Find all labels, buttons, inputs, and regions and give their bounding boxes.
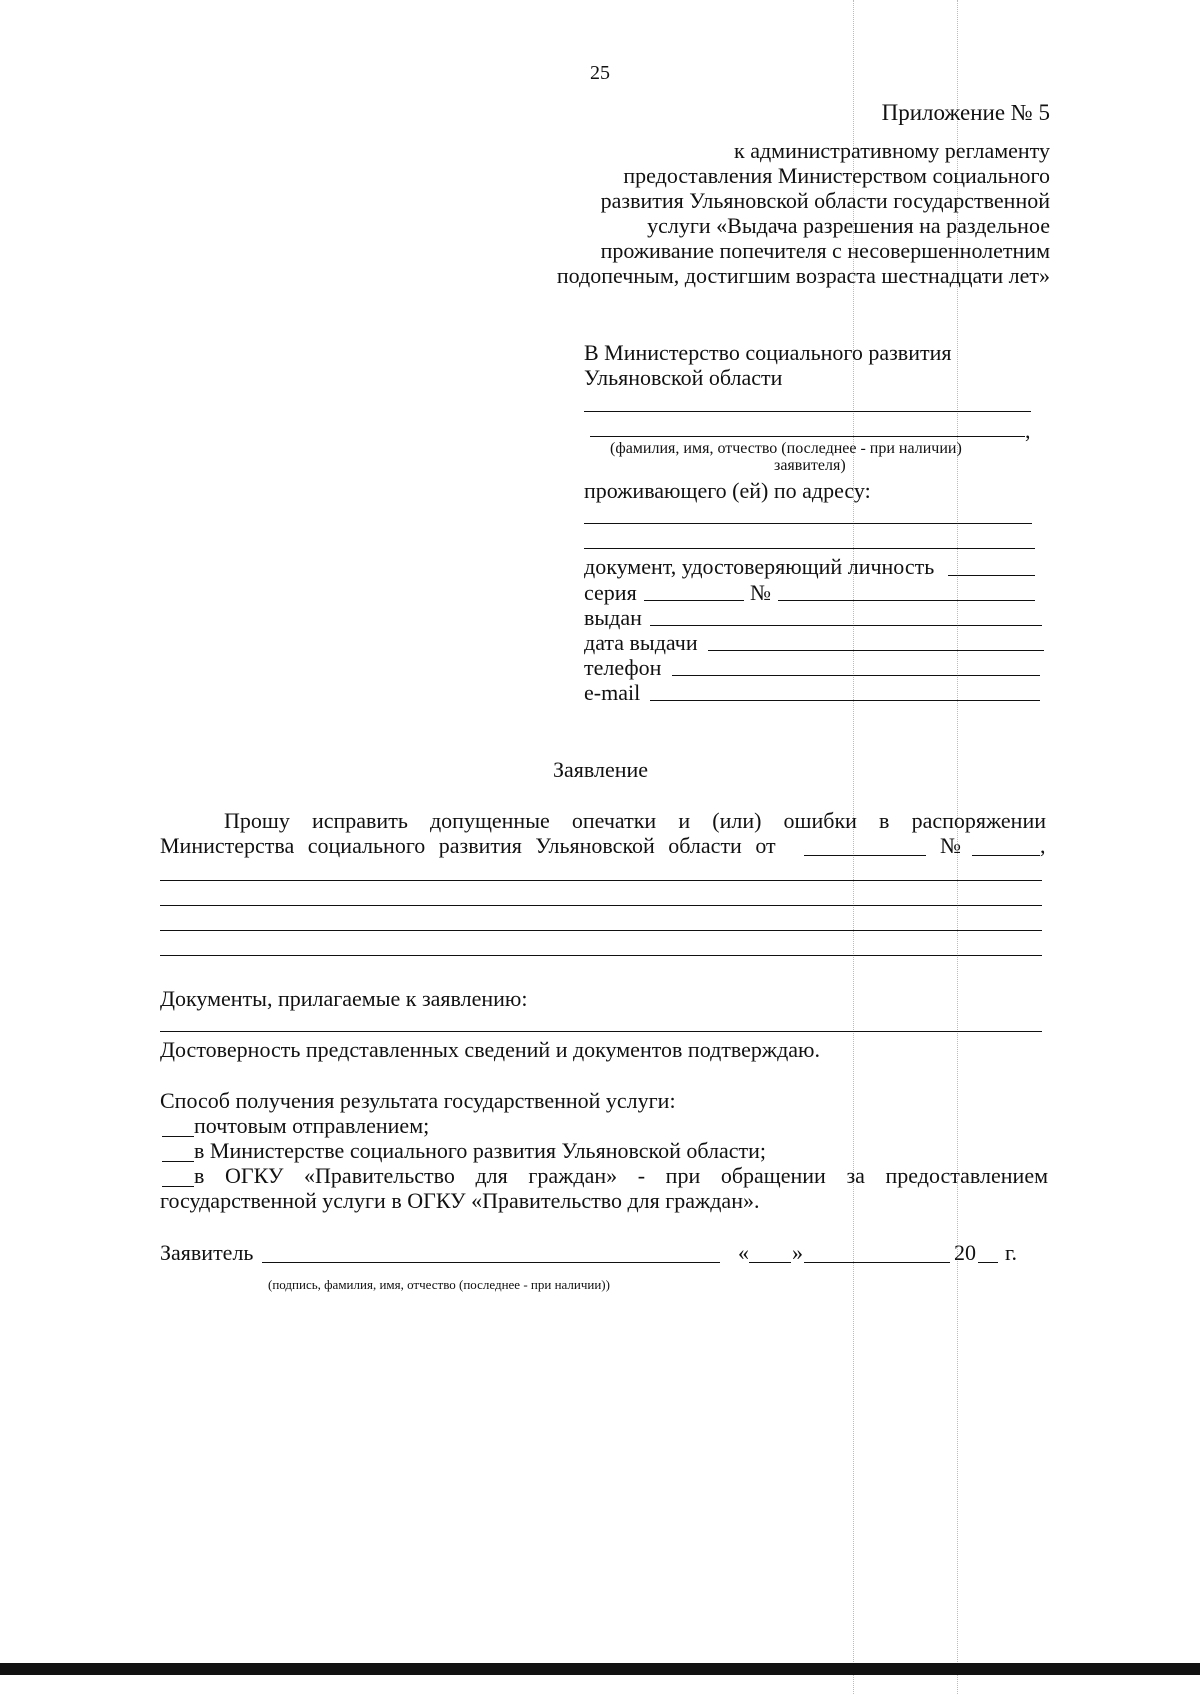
phone-label: телефон: [584, 655, 662, 680]
date-year-suffix: г.: [1005, 1240, 1018, 1265]
issue-date-field-line[interactable]: [708, 650, 1044, 651]
number-label: №: [750, 580, 771, 605]
fio-field-line[interactable]: [584, 411, 1031, 412]
email-label: e-mail: [584, 680, 641, 705]
appendix-line: развития Ульяновской области государственной: [600, 188, 1050, 213]
scan-bottom-border: [0, 1663, 1200, 1675]
delivery-option-ministry: в Министерстве социального развития Ульяновской области;: [194, 1138, 766, 1163]
date-year-prefix: 20: [954, 1240, 976, 1265]
confirmation-text: Достоверность представленных сведений и документов подтверждаю.: [160, 1037, 820, 1062]
order-number-label: №: [940, 833, 961, 858]
delivery-option-ogku-cont: государственной услуги в ОГКУ «Правительство для граждан».: [160, 1188, 760, 1213]
date-year-field-line[interactable]: [978, 1262, 998, 1263]
series-field-line[interactable]: [644, 600, 744, 601]
fio-hint: (фамилия, имя, отчество (последнее - при наличии): [610, 440, 962, 457]
id-doc-label: документ, удостоверяющий личность: [584, 554, 935, 579]
date-day-field-line[interactable]: [749, 1262, 791, 1263]
issued-field-line[interactable]: [650, 625, 1042, 626]
signature-hint: (подпись, фамилия, имя, отчество (последнее - при наличии)): [268, 1277, 610, 1292]
order-number-field-line[interactable]: [972, 855, 1040, 856]
email-field-line[interactable]: [650, 700, 1040, 701]
statement-field-line[interactable]: [160, 930, 1042, 931]
appendix-line: подопечным, достигшим возраста шестнадцати лет»: [556, 263, 1050, 288]
series-label: серия: [584, 580, 637, 605]
statement-field-line[interactable]: [160, 955, 1042, 956]
date-quote-open: «: [738, 1240, 749, 1265]
appendix-title: Приложение № 5: [881, 100, 1050, 125]
statement-line: Министерства социального развития Ульяновской области от: [160, 833, 776, 858]
fio-field-line[interactable]: [590, 436, 1025, 437]
issue-date-label: дата выдачи: [584, 630, 698, 655]
phone-field-line[interactable]: [672, 675, 1040, 676]
address-label: проживающего (ей) по адресу:: [584, 478, 871, 503]
page-number: 25: [590, 62, 610, 84]
delivery-title: Способ получения результата государственной услуги:: [160, 1088, 676, 1113]
delivery-option-post: почтовым отправлением;: [194, 1113, 430, 1138]
address-field-line[interactable]: [584, 548, 1035, 549]
appendix-line: к административному регламенту: [734, 138, 1050, 163]
fio-hint: заявителя): [774, 457, 846, 474]
addressee-line: Ульяновской области: [584, 365, 783, 390]
delivery-checkbox-line[interactable]: [162, 1161, 194, 1162]
documents-field-line[interactable]: [160, 1031, 1042, 1032]
addressee-line: В Министерство социального развития: [584, 340, 952, 365]
fio-comma: ,: [1025, 418, 1031, 443]
issued-label: выдан: [584, 605, 642, 630]
appendix-line: предоставления Министерством социального: [623, 163, 1050, 188]
appendix-line: услуги «Выдача разрешения на раздельное: [647, 213, 1050, 238]
number-field-line[interactable]: [778, 600, 1035, 601]
statement-comma: ,: [1040, 833, 1046, 858]
date-month-field-line[interactable]: [804, 1262, 950, 1263]
documents-label: Документы, прилагаемые к заявлению:: [160, 986, 528, 1011]
id-doc-field-line[interactable]: [948, 575, 1035, 576]
applicant-label: Заявитель: [160, 1240, 254, 1265]
statement-field-line[interactable]: [160, 905, 1042, 906]
date-quote-close: »: [792, 1240, 803, 1265]
order-date-field-line[interactable]: [804, 855, 926, 856]
delivery-checkbox-line[interactable]: [162, 1186, 194, 1187]
address-field-line[interactable]: [584, 523, 1032, 524]
appendix-line: проживание попечителя с несовершеннолетним: [600, 238, 1050, 263]
statement-field-line[interactable]: [160, 880, 1042, 881]
delivery-option-ogku: в ОГКУ «Правительство для граждан» - при обращении за предоставлением: [194, 1163, 1048, 1188]
statement-line: Прошу исправить допущенные опечатки и (или) ошибки в распоряжении: [224, 808, 1046, 833]
delivery-checkbox-line[interactable]: [162, 1136, 194, 1137]
signature-field-line[interactable]: [262, 1262, 720, 1263]
statement-title: Заявление: [553, 757, 649, 782]
